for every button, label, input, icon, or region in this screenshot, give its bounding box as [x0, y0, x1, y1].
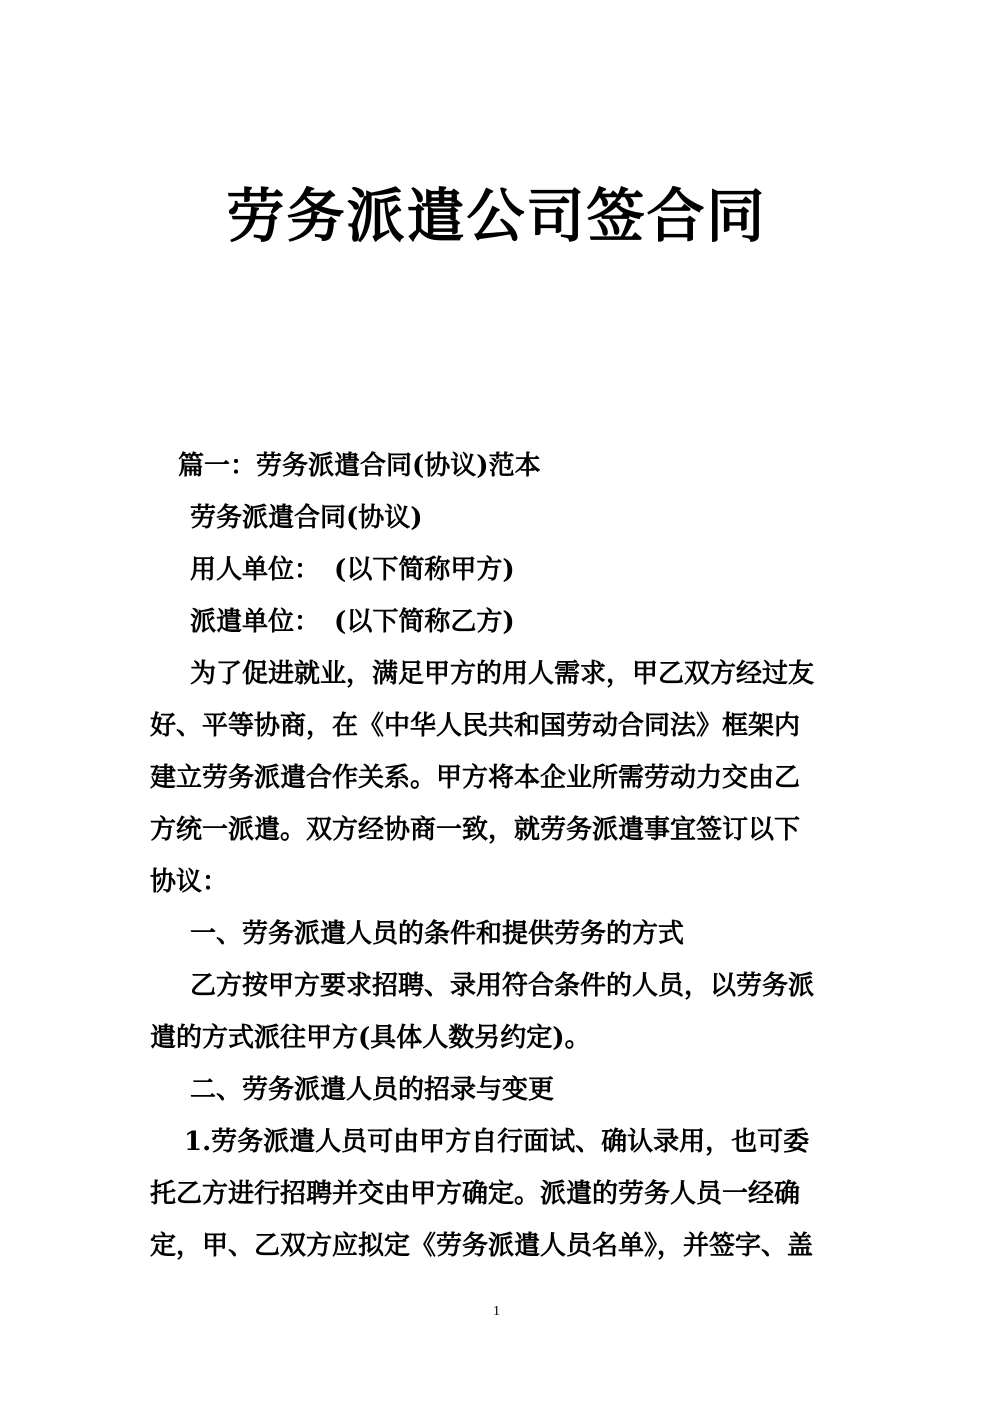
clause1-heading: 一、劳务派遣人员的条件和提供劳务的方式	[190, 919, 685, 949]
employer-line	[150, 544, 840, 596]
contract-title: 劳务派遣合同(协议)	[190, 503, 423, 533]
employer-note: (以下简称甲方)	[334, 555, 515, 585]
employer-label: 用人单位：	[190, 555, 321, 585]
dispatcher-label: 派遣单位：	[190, 607, 321, 637]
section-heading: 篇一：劳务派遣合同(协议)范本	[178, 451, 541, 481]
intro-line: 好、平等协商，在《中华人民共和国劳动合同法》框架内	[150, 711, 801, 741]
clause2-heading: 二、劳务派遣人员的招录与变更	[190, 1075, 555, 1105]
clause2-item1-line: 定，甲、乙双方应拟定《劳务派遣人员名单》，并签字、盖	[150, 1231, 814, 1261]
clause2-item1-line: 1.劳务派遣人员可由甲方自行面试、确认录用，也可委	[184, 1127, 810, 1157]
clause1-line: 乙方按甲方要求招聘、录用符合条件的人员，以劳务派	[190, 971, 815, 1001]
intro-line: 建立劳务派遣合作关系。甲方将本企业所需劳动力交由乙	[150, 763, 801, 793]
dispatcher-line	[150, 596, 840, 648]
document-body	[150, 440, 840, 1272]
clause1-line: 遣的方式派往甲方(具体人数另约定)。	[150, 1023, 591, 1053]
page-number: 1	[493, 1304, 500, 1319]
dispatcher-note: (以下简称乙方)	[334, 607, 515, 637]
document-title: 劳务派遣公司签合同	[226, 182, 767, 250]
intro-line: 协议：	[150, 867, 229, 897]
clause2-item1-line: 托乙方进行招聘并交由甲方确定。派遣的劳务人员一经确	[150, 1179, 801, 1209]
intro-line: 方统一派遣。双方经协商一致，就劳务派遣事宜签订以下	[150, 815, 801, 845]
intro-line: 为了促进就业，满足甲方的用人需求，甲乙双方经过友	[190, 659, 815, 689]
